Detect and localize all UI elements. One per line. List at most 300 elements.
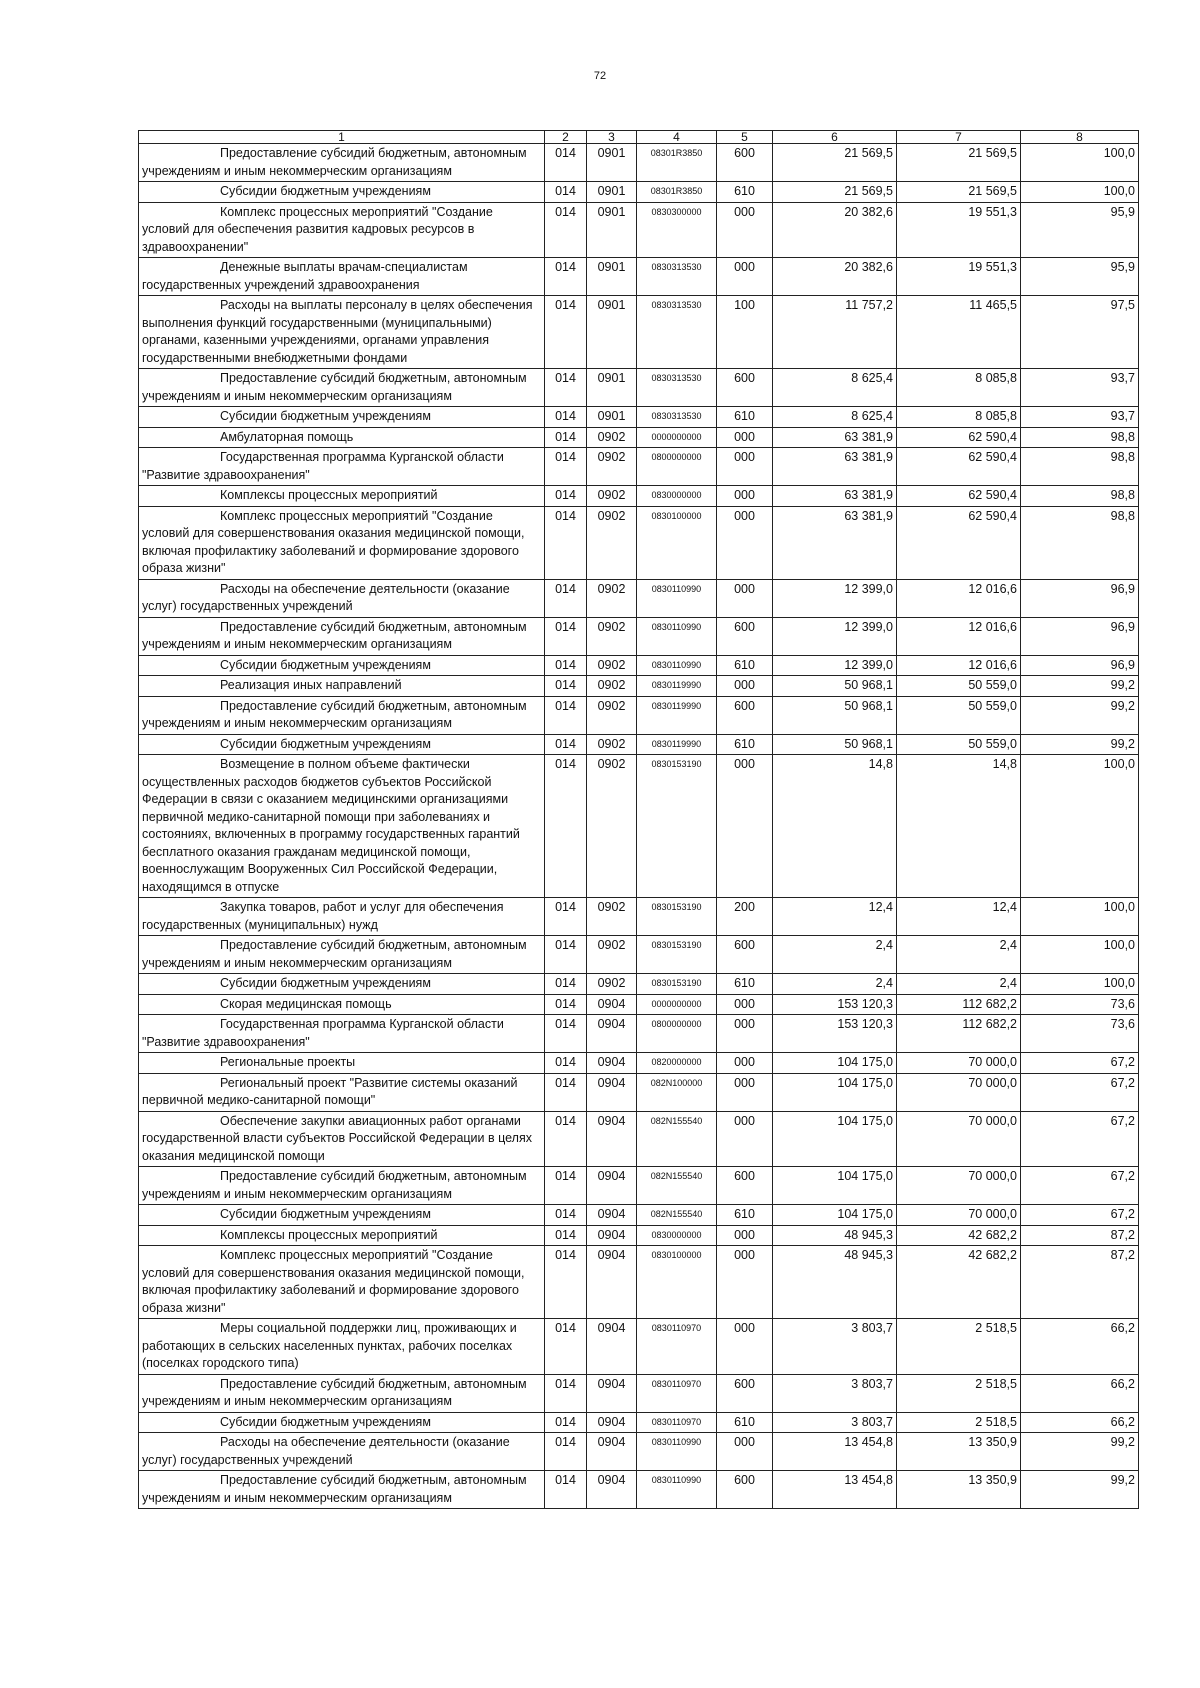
planned-amount-cell: 50 968,1 (773, 734, 897, 755)
ministry-code-cell: 014 (545, 1205, 587, 1226)
table-row (139, 486, 1139, 507)
actual-amount-cell: 21 569,5 (897, 144, 1021, 182)
percent-cell: 67,2 (1021, 1073, 1139, 1111)
actual-amount-cell: 13 350,9 (897, 1471, 1021, 1509)
row-name-cell: Региональные проекты (139, 1053, 545, 1074)
section-code-cell: 0904 (587, 1225, 637, 1246)
table-row (139, 296, 1139, 369)
ministry-code-cell: 014 (545, 579, 587, 617)
section-code-cell: 0902 (587, 427, 637, 448)
row-name-cell: Предоставление субсидий бюджетным, автономным учреждениям и иным некоммерческим организациям (139, 696, 545, 734)
expense-type-cell: 610 (717, 182, 773, 203)
planned-amount-cell: 20 382,6 (773, 202, 897, 258)
target-article-cell: 08301R3850 (637, 182, 717, 203)
section-code-cell: 0901 (587, 407, 637, 428)
expense-type-cell: 000 (717, 506, 773, 579)
budget-table (138, 130, 1139, 1509)
expense-type-cell: 000 (717, 427, 773, 448)
percent-cell: 95,9 (1021, 202, 1139, 258)
ministry-code-cell: 014 (545, 448, 587, 486)
ministry-code-cell: 014 (545, 1433, 587, 1471)
ministry-code-cell: 014 (545, 427, 587, 448)
actual-amount-cell: 2 518,5 (897, 1374, 1021, 1412)
section-code-cell: 0902 (587, 898, 637, 936)
percent-cell: 99,2 (1021, 1433, 1139, 1471)
ministry-code-cell: 014 (545, 407, 587, 428)
section-code-cell: 0902 (587, 755, 637, 898)
section-code-cell: 0904 (587, 994, 637, 1015)
actual-amount-cell: 50 559,0 (897, 734, 1021, 755)
target-article-cell: 0830313530 (637, 407, 717, 428)
percent-cell: 96,9 (1021, 579, 1139, 617)
table-row (139, 144, 1139, 182)
expense-type-cell: 610 (717, 655, 773, 676)
expense-type-cell: 610 (717, 1205, 773, 1226)
target-article-cell: 0830110990 (637, 617, 717, 655)
ministry-code-cell: 014 (545, 1246, 587, 1319)
percent-cell: 100,0 (1021, 898, 1139, 936)
expense-type-cell: 000 (717, 755, 773, 898)
section-code-cell: 0902 (587, 734, 637, 755)
ministry-code-cell: 014 (545, 1471, 587, 1509)
actual-amount-cell: 12 016,6 (897, 617, 1021, 655)
actual-amount-cell: 2,4 (897, 974, 1021, 995)
ministry-code-cell: 014 (545, 486, 587, 507)
table-row (139, 182, 1139, 203)
table-row (139, 1225, 1139, 1246)
table-row (139, 506, 1139, 579)
actual-amount-cell: 50 559,0 (897, 696, 1021, 734)
row-name-cell: Расходы на обеспечение деятельности (оказание услуг) государственных учреждений (139, 1433, 545, 1471)
table-row (139, 407, 1139, 428)
percent-cell: 67,2 (1021, 1111, 1139, 1167)
expense-type-cell: 600 (717, 1471, 773, 1509)
table-row (139, 448, 1139, 486)
percent-cell: 96,9 (1021, 655, 1139, 676)
planned-amount-cell: 3 803,7 (773, 1412, 897, 1433)
target-article-cell: 0800000000 (637, 448, 717, 486)
target-article-cell: 0830153190 (637, 974, 717, 995)
planned-amount-cell: 63 381,9 (773, 448, 897, 486)
section-code-cell: 0904 (587, 1412, 637, 1433)
actual-amount-cell: 112 682,2 (897, 1015, 1021, 1053)
expense-type-cell: 200 (717, 898, 773, 936)
ministry-code-cell: 014 (545, 1412, 587, 1433)
table-row (139, 617, 1139, 655)
ministry-code-cell: 014 (545, 734, 587, 755)
planned-amount-cell: 12 399,0 (773, 655, 897, 676)
actual-amount-cell: 70 000,0 (897, 1053, 1021, 1074)
row-name-cell: Скорая медицинская помощь (139, 994, 545, 1015)
target-article-cell: 0830153190 (637, 898, 717, 936)
ministry-code-cell: 014 (545, 1015, 587, 1053)
section-code-cell: 0904 (587, 1167, 637, 1205)
section-code-cell: 0902 (587, 448, 637, 486)
actual-amount-cell: 12 016,6 (897, 579, 1021, 617)
target-article-cell: 082N100000 (637, 1073, 717, 1111)
percent-cell: 100,0 (1021, 936, 1139, 974)
section-code-cell: 0902 (587, 696, 637, 734)
target-article-cell: 0830119990 (637, 676, 717, 697)
planned-amount-cell: 13 454,8 (773, 1471, 897, 1509)
ministry-code-cell: 014 (545, 696, 587, 734)
actual-amount-cell: 8 085,8 (897, 369, 1021, 407)
table-row (139, 1073, 1139, 1111)
actual-amount-cell: 50 559,0 (897, 676, 1021, 697)
expense-type-cell: 600 (717, 696, 773, 734)
section-code-cell: 0902 (587, 936, 637, 974)
expense-type-cell: 000 (717, 1111, 773, 1167)
column-header: 7 (897, 131, 1021, 144)
planned-amount-cell: 12 399,0 (773, 617, 897, 655)
expense-type-cell: 000 (717, 258, 773, 296)
expense-type-cell: 000 (717, 994, 773, 1015)
table-row (139, 1111, 1139, 1167)
target-article-cell: 0830119990 (637, 734, 717, 755)
row-name-cell: Субсидии бюджетным учреждениям (139, 182, 545, 203)
ministry-code-cell: 014 (545, 994, 587, 1015)
row-name-cell: Закупка товаров, работ и услуг для обеспечения государственных (муниципальных) нужд (139, 898, 545, 936)
actual-amount-cell: 2,4 (897, 936, 1021, 974)
section-code-cell: 0901 (587, 258, 637, 296)
target-article-cell: 0830110970 (637, 1319, 717, 1375)
actual-amount-cell: 12 016,6 (897, 655, 1021, 676)
expense-type-cell: 600 (717, 144, 773, 182)
row-name-cell: Субсидии бюджетным учреждениям (139, 655, 545, 676)
actual-amount-cell: 2 518,5 (897, 1319, 1021, 1375)
percent-cell: 98,8 (1021, 427, 1139, 448)
percent-cell: 66,2 (1021, 1412, 1139, 1433)
planned-amount-cell: 63 381,9 (773, 427, 897, 448)
percent-cell: 73,6 (1021, 1015, 1139, 1053)
column-header: 3 (587, 131, 637, 144)
row-name-cell: Предоставление субсидий бюджетным, автономным учреждениям и иным некоммерческим организациям (139, 1374, 545, 1412)
column-header: 2 (545, 131, 587, 144)
expense-type-cell: 600 (717, 617, 773, 655)
row-name-cell: Денежные выплаты врачам-специалистам государственных учреждений здравоохранения (139, 258, 545, 296)
planned-amount-cell: 153 120,3 (773, 1015, 897, 1053)
row-name-cell: Предоставление субсидий бюджетным, автономным учреждениям и иным некоммерческим организациям (139, 1471, 545, 1509)
planned-amount-cell: 14,8 (773, 755, 897, 898)
section-code-cell: 0902 (587, 506, 637, 579)
actual-amount-cell: 70 000,0 (897, 1111, 1021, 1167)
planned-amount-cell: 21 569,5 (773, 144, 897, 182)
table-row (139, 202, 1139, 258)
column-header: 4 (637, 131, 717, 144)
expense-type-cell: 000 (717, 486, 773, 507)
target-article-cell: 0830313530 (637, 369, 717, 407)
percent-cell: 98,8 (1021, 448, 1139, 486)
target-article-cell: 0830100000 (637, 1246, 717, 1319)
expense-type-cell: 000 (717, 1053, 773, 1074)
target-article-cell: 0830313530 (637, 296, 717, 369)
row-name-cell: Комплекс процессных мероприятий "Создание условий для совершенствования оказания медицинской помощи, включая профилактику заболеваний и формирование здорового образа жизни" (139, 1246, 545, 1319)
table-row (139, 696, 1139, 734)
table-row (139, 898, 1139, 936)
actual-amount-cell: 21 569,5 (897, 182, 1021, 203)
planned-amount-cell: 153 120,3 (773, 994, 897, 1015)
row-name-cell: Предоставление субсидий бюджетным, автономным учреждениям и иным некоммерческим организациям (139, 936, 545, 974)
actual-amount-cell: 11 465,5 (897, 296, 1021, 369)
planned-amount-cell: 104 175,0 (773, 1073, 897, 1111)
section-code-cell: 0902 (587, 579, 637, 617)
section-code-cell: 0902 (587, 486, 637, 507)
percent-cell: 99,2 (1021, 676, 1139, 697)
ministry-code-cell: 014 (545, 1374, 587, 1412)
row-name-cell: Предоставление субсидий бюджетным, автономным учреждениям и иным некоммерческим организациям (139, 144, 545, 182)
target-article-cell: 0830153190 (637, 936, 717, 974)
page-number: 72 (593, 70, 607, 82)
actual-amount-cell: 62 590,4 (897, 448, 1021, 486)
ministry-code-cell: 014 (545, 1053, 587, 1074)
ministry-code-cell: 014 (545, 202, 587, 258)
expense-type-cell: 000 (717, 1433, 773, 1471)
section-code-cell: 0902 (587, 974, 637, 995)
target-article-cell: 0830110970 (637, 1374, 717, 1412)
section-code-cell: 0902 (587, 676, 637, 697)
actual-amount-cell: 70 000,0 (897, 1205, 1021, 1226)
ministry-code-cell: 014 (545, 898, 587, 936)
target-article-cell: 082N155540 (637, 1111, 717, 1167)
expense-type-cell: 000 (717, 676, 773, 697)
expense-type-cell: 000 (717, 1319, 773, 1375)
actual-amount-cell: 42 682,2 (897, 1246, 1021, 1319)
percent-cell: 93,7 (1021, 369, 1139, 407)
target-article-cell: 0830000000 (637, 1225, 717, 1246)
section-code-cell: 0904 (587, 1015, 637, 1053)
expense-type-cell: 000 (717, 579, 773, 617)
section-code-cell: 0904 (587, 1073, 637, 1111)
percent-cell: 67,2 (1021, 1053, 1139, 1074)
section-code-cell: 0904 (587, 1471, 637, 1509)
target-article-cell: 0830110990 (637, 655, 717, 676)
actual-amount-cell: 62 590,4 (897, 427, 1021, 448)
expense-type-cell: 000 (717, 1073, 773, 1111)
planned-amount-cell: 104 175,0 (773, 1111, 897, 1167)
actual-amount-cell: 112 682,2 (897, 994, 1021, 1015)
percent-cell: 99,2 (1021, 1471, 1139, 1509)
ministry-code-cell: 014 (545, 258, 587, 296)
percent-cell: 98,8 (1021, 506, 1139, 579)
ministry-code-cell: 014 (545, 296, 587, 369)
actual-amount-cell: 62 590,4 (897, 486, 1021, 507)
target-article-cell: 0000000000 (637, 994, 717, 1015)
target-article-cell: 08301R3850 (637, 144, 717, 182)
row-name-cell: Расходы на выплаты персоналу в целях обеспечения выполнения функций государственными (муниципальными) органами, казенными учреждениями, органами управления государственными внебюджетными фондами (139, 296, 545, 369)
percent-cell: 73,6 (1021, 994, 1139, 1015)
table-row (139, 755, 1139, 898)
ministry-code-cell: 014 (545, 1073, 587, 1111)
percent-cell: 100,0 (1021, 144, 1139, 182)
row-name-cell: Обеспечение закупки авиационных работ органами государственной власти субъектов Российской Федерации в целях оказания медицинской помощи (139, 1111, 545, 1167)
column-header: 6 (773, 131, 897, 144)
target-article-cell: 0830110990 (637, 579, 717, 617)
row-name-cell: Субсидии бюджетным учреждениям (139, 407, 545, 428)
table-row (139, 369, 1139, 407)
table-body (139, 144, 1139, 1509)
percent-cell: 100,0 (1021, 974, 1139, 995)
percent-cell: 99,2 (1021, 734, 1139, 755)
table-row (139, 427, 1139, 448)
target-article-cell: 0830153190 (637, 755, 717, 898)
expense-type-cell: 610 (717, 734, 773, 755)
target-article-cell: 0830110990 (637, 1471, 717, 1509)
target-article-cell: 0830119990 (637, 696, 717, 734)
target-article-cell: 082N155540 (637, 1167, 717, 1205)
target-article-cell: 0830000000 (637, 486, 717, 507)
planned-amount-cell: 21 569,5 (773, 182, 897, 203)
section-code-cell: 0901 (587, 182, 637, 203)
ministry-code-cell: 014 (545, 755, 587, 898)
table-row (139, 734, 1139, 755)
planned-amount-cell: 104 175,0 (773, 1053, 897, 1074)
table-row (139, 258, 1139, 296)
planned-amount-cell: 48 945,3 (773, 1246, 897, 1319)
ministry-code-cell: 014 (545, 506, 587, 579)
ministry-code-cell: 014 (545, 1111, 587, 1167)
target-article-cell: 0820000000 (637, 1053, 717, 1074)
row-name-cell: Субсидии бюджетным учреждениям (139, 734, 545, 755)
percent-cell: 96,9 (1021, 617, 1139, 655)
target-article-cell: 0000000000 (637, 427, 717, 448)
actual-amount-cell: 70 000,0 (897, 1073, 1021, 1111)
actual-amount-cell: 19 551,3 (897, 258, 1021, 296)
target-article-cell: 082N155540 (637, 1205, 717, 1226)
section-code-cell: 0904 (587, 1246, 637, 1319)
row-name-cell: Субсидии бюджетным учреждениям (139, 1412, 545, 1433)
planned-amount-cell: 48 945,3 (773, 1225, 897, 1246)
expense-type-cell: 000 (717, 1246, 773, 1319)
section-code-cell: 0901 (587, 202, 637, 258)
row-name-cell: Предоставление субсидий бюджетным, автономным учреждениям и иным некоммерческим организациям (139, 369, 545, 407)
percent-cell: 99,2 (1021, 696, 1139, 734)
expense-type-cell: 600 (717, 369, 773, 407)
expense-type-cell: 000 (717, 1015, 773, 1053)
expense-type-cell: 100 (717, 296, 773, 369)
actual-amount-cell: 62 590,4 (897, 506, 1021, 579)
row-name-cell: Комплексы процессных мероприятий (139, 1225, 545, 1246)
row-name-cell: Возмещение в полном объеме фактически осуществленных расходов бюджетов субъектов Российской Федерации в связи с оказанием медицинскими организациями первичной медико-санитарной помощи при заболеваниях и состояниях, включенных в программу государственных гарантий бесплатного оказания гражданам медицинской помощи, военнослужащим Вооруженных Сил Российской Федерации, находящимся в отпуске (139, 755, 545, 898)
expense-type-cell: 610 (717, 1412, 773, 1433)
planned-amount-cell: 3 803,7 (773, 1319, 897, 1375)
expense-type-cell: 610 (717, 407, 773, 428)
actual-amount-cell: 42 682,2 (897, 1225, 1021, 1246)
row-name-cell: Государственная программа Курганской области "Развитие здравоохранения" (139, 448, 545, 486)
row-name-cell: Субсидии бюджетным учреждениям (139, 1205, 545, 1226)
section-code-cell: 0904 (587, 1433, 637, 1471)
table-row (139, 1471, 1139, 1509)
percent-cell: 87,2 (1021, 1225, 1139, 1246)
table-row (139, 1319, 1139, 1375)
ministry-code-cell: 014 (545, 617, 587, 655)
actual-amount-cell: 2 518,5 (897, 1412, 1021, 1433)
ministry-code-cell: 014 (545, 369, 587, 407)
table-row (139, 1374, 1139, 1412)
table-row (139, 1167, 1139, 1205)
section-code-cell: 0901 (587, 369, 637, 407)
row-name-cell: Комплекс процессных мероприятий "Создание условий для совершенствования оказания медицинской помощи, включая профилактику заболеваний и формирование здорового образа жизни" (139, 506, 545, 579)
target-article-cell: 0830110990 (637, 1433, 717, 1471)
planned-amount-cell: 3 803,7 (773, 1374, 897, 1412)
percent-cell: 87,2 (1021, 1246, 1139, 1319)
expense-type-cell: 600 (717, 936, 773, 974)
expense-type-cell: 000 (717, 448, 773, 486)
table-row (139, 676, 1139, 697)
table-row (139, 1412, 1139, 1433)
planned-amount-cell: 12 399,0 (773, 579, 897, 617)
section-code-cell: 0904 (587, 1205, 637, 1226)
expense-type-cell: 600 (717, 1167, 773, 1205)
expense-type-cell: 600 (717, 1374, 773, 1412)
row-name-cell: Амбулаторная помощь (139, 427, 545, 448)
expense-type-cell: 000 (717, 1225, 773, 1246)
ministry-code-cell: 014 (545, 1225, 587, 1246)
planned-amount-cell: 63 381,9 (773, 506, 897, 579)
column-header: 8 (1021, 131, 1139, 144)
row-name-cell: Комплексы процессных мероприятий (139, 486, 545, 507)
table-row (139, 1246, 1139, 1319)
percent-cell: 98,8 (1021, 486, 1139, 507)
planned-amount-cell: 8 625,4 (773, 407, 897, 428)
percent-cell: 67,2 (1021, 1205, 1139, 1226)
section-code-cell: 0904 (587, 1053, 637, 1074)
actual-amount-cell: 19 551,3 (897, 202, 1021, 258)
target-article-cell: 0830300000 (637, 202, 717, 258)
row-name-cell: Региональный проект "Развитие системы оказаний первичной медико-санитарной помощи" (139, 1073, 545, 1111)
ministry-code-cell: 014 (545, 676, 587, 697)
ministry-code-cell: 014 (545, 655, 587, 676)
section-code-cell: 0904 (587, 1319, 637, 1375)
planned-amount-cell: 2,4 (773, 936, 897, 974)
row-name-cell: Предоставление субсидий бюджетным, автономным учреждениям и иным некоммерческим организациям (139, 617, 545, 655)
percent-cell: 95,9 (1021, 258, 1139, 296)
target-article-cell: 0830100000 (637, 506, 717, 579)
table-row (139, 579, 1139, 617)
row-name-cell: Реализация иных направлений (139, 676, 545, 697)
expense-type-cell: 000 (717, 202, 773, 258)
section-code-cell: 0901 (587, 144, 637, 182)
section-code-cell: 0904 (587, 1111, 637, 1167)
planned-amount-cell: 12,4 (773, 898, 897, 936)
planned-amount-cell: 104 175,0 (773, 1167, 897, 1205)
section-code-cell: 0902 (587, 655, 637, 676)
actual-amount-cell: 14,8 (897, 755, 1021, 898)
actual-amount-cell: 8 085,8 (897, 407, 1021, 428)
row-name-cell: Меры социальной поддержки лиц, проживающих и работающих в сельских населенных пунктах, рабочих поселках (поселках городского типа) (139, 1319, 545, 1375)
percent-cell: 100,0 (1021, 182, 1139, 203)
table-row (139, 936, 1139, 974)
planned-amount-cell: 63 381,9 (773, 486, 897, 507)
table-row (139, 1053, 1139, 1074)
row-name-cell: Расходы на обеспечение деятельности (оказание услуг) государственных учреждений (139, 579, 545, 617)
expense-type-cell: 610 (717, 974, 773, 995)
actual-amount-cell: 13 350,9 (897, 1433, 1021, 1471)
header-row (139, 131, 1139, 144)
table-row (139, 1433, 1139, 1471)
table-row (139, 994, 1139, 1015)
planned-amount-cell: 20 382,6 (773, 258, 897, 296)
target-article-cell: 0830110970 (637, 1412, 717, 1433)
percent-cell: 100,0 (1021, 755, 1139, 898)
table-row (139, 974, 1139, 995)
percent-cell: 66,2 (1021, 1319, 1139, 1375)
ministry-code-cell: 014 (545, 974, 587, 995)
section-code-cell: 0902 (587, 617, 637, 655)
table-row (139, 1205, 1139, 1226)
section-code-cell: 0904 (587, 1374, 637, 1412)
planned-amount-cell: 50 968,1 (773, 676, 897, 697)
section-code-cell: 0901 (587, 296, 637, 369)
